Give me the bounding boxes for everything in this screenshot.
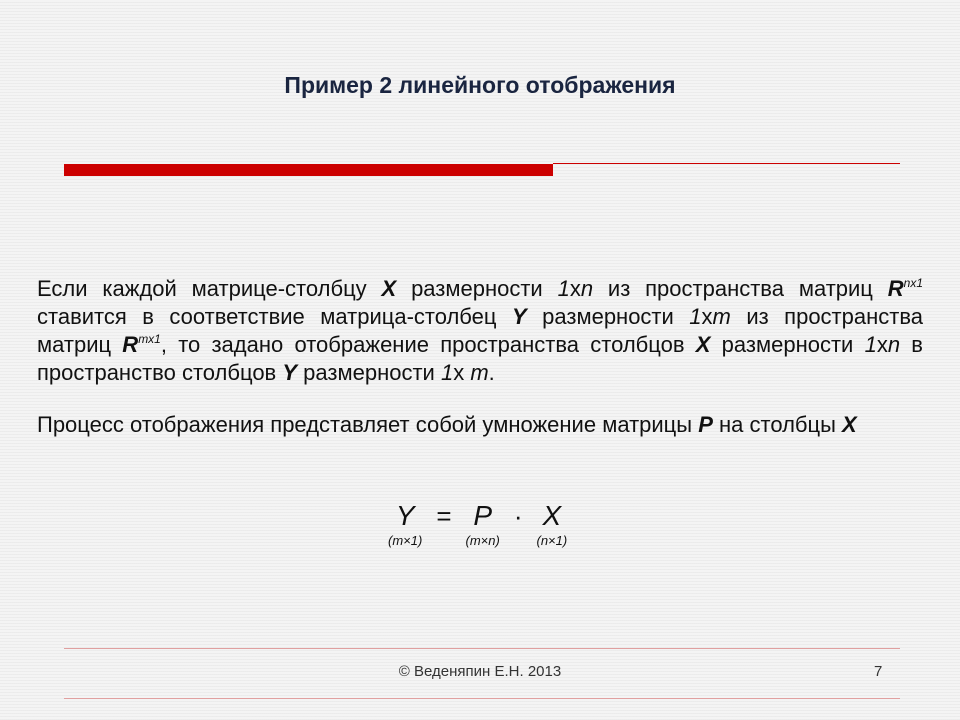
formula-dot: · bbox=[513, 501, 523, 531]
space-r: R bbox=[122, 332, 139, 357]
space-r-superscript: nx1 bbox=[903, 276, 923, 290]
dim-one: 1 bbox=[864, 332, 877, 357]
slide-title: Пример 2 линейного отображения bbox=[284, 72, 676, 98]
formula-term-x bbox=[536, 500, 567, 549]
page-number: 7 bbox=[874, 663, 883, 680]
formula-y-dims: (m×1) bbox=[388, 533, 423, 548]
var-x: X bbox=[381, 276, 397, 301]
dim-times: x bbox=[453, 360, 471, 385]
formula-x-dims: (n×1) bbox=[536, 533, 568, 548]
space-r: R bbox=[887, 276, 904, 301]
dim-m: m bbox=[712, 304, 731, 329]
var-y: Y bbox=[282, 360, 298, 385]
dim-n: n bbox=[580, 276, 594, 301]
var-y: Y bbox=[511, 304, 527, 329]
text-run: размерности bbox=[396, 276, 558, 301]
formula-term-dot bbox=[510, 500, 527, 532]
title-underline-thick bbox=[64, 164, 553, 176]
formula-p: P bbox=[473, 500, 492, 531]
formula-y: Y bbox=[395, 500, 415, 531]
space-r-superscript: mx1 bbox=[138, 332, 161, 346]
text-run: Если каждой матрице-столбцу bbox=[37, 276, 382, 301]
text-run: размерности bbox=[526, 304, 690, 329]
formula-equals: = bbox=[436, 501, 452, 531]
var-x: X bbox=[695, 332, 711, 357]
mapping-formula bbox=[388, 500, 567, 549]
formula-term-eq bbox=[432, 500, 455, 532]
text-run: Процесс отображения представляет собой умножение матрицы bbox=[37, 412, 699, 437]
dim-times: x bbox=[701, 304, 713, 329]
paragraph-definition bbox=[37, 275, 923, 387]
text-run: размерности bbox=[710, 332, 865, 357]
formula-p-dims: (m×n) bbox=[465, 533, 500, 548]
var-p: P bbox=[698, 412, 713, 437]
dim-one: 1 bbox=[689, 304, 702, 329]
dim-n: n bbox=[887, 332, 901, 357]
dim-times: x bbox=[876, 332, 888, 357]
text-run: в пространство столбцов bbox=[37, 332, 923, 385]
paragraph-process bbox=[37, 411, 923, 439]
text-run: размерности bbox=[297, 360, 441, 385]
footer-divider-top bbox=[64, 648, 900, 649]
dim-one: 1 bbox=[557, 276, 570, 301]
text-run: ставится в соответствие матрица-столбец bbox=[37, 304, 512, 329]
title-underline-thin bbox=[553, 163, 900, 164]
formula-x: X bbox=[542, 500, 562, 531]
text-run: из пространства матриц bbox=[593, 276, 888, 301]
slide-body bbox=[37, 275, 923, 439]
text-run: . bbox=[488, 360, 495, 385]
formula-term-y bbox=[388, 500, 422, 549]
text-run: на столбцы bbox=[712, 412, 843, 437]
dim-one: 1 bbox=[440, 360, 454, 385]
footer-divider-bottom bbox=[64, 698, 900, 699]
text-run: , то задано отображение пространства столбцов bbox=[160, 332, 696, 357]
footer-copyright: © Веденяпин Е.Н. 2013 bbox=[398, 663, 562, 680]
formula-term-p bbox=[466, 500, 500, 549]
dim-times: x bbox=[569, 276, 581, 301]
dim-m: m bbox=[470, 360, 489, 385]
text-run: из пространства матриц bbox=[37, 304, 924, 357]
var-x: X bbox=[842, 412, 857, 437]
